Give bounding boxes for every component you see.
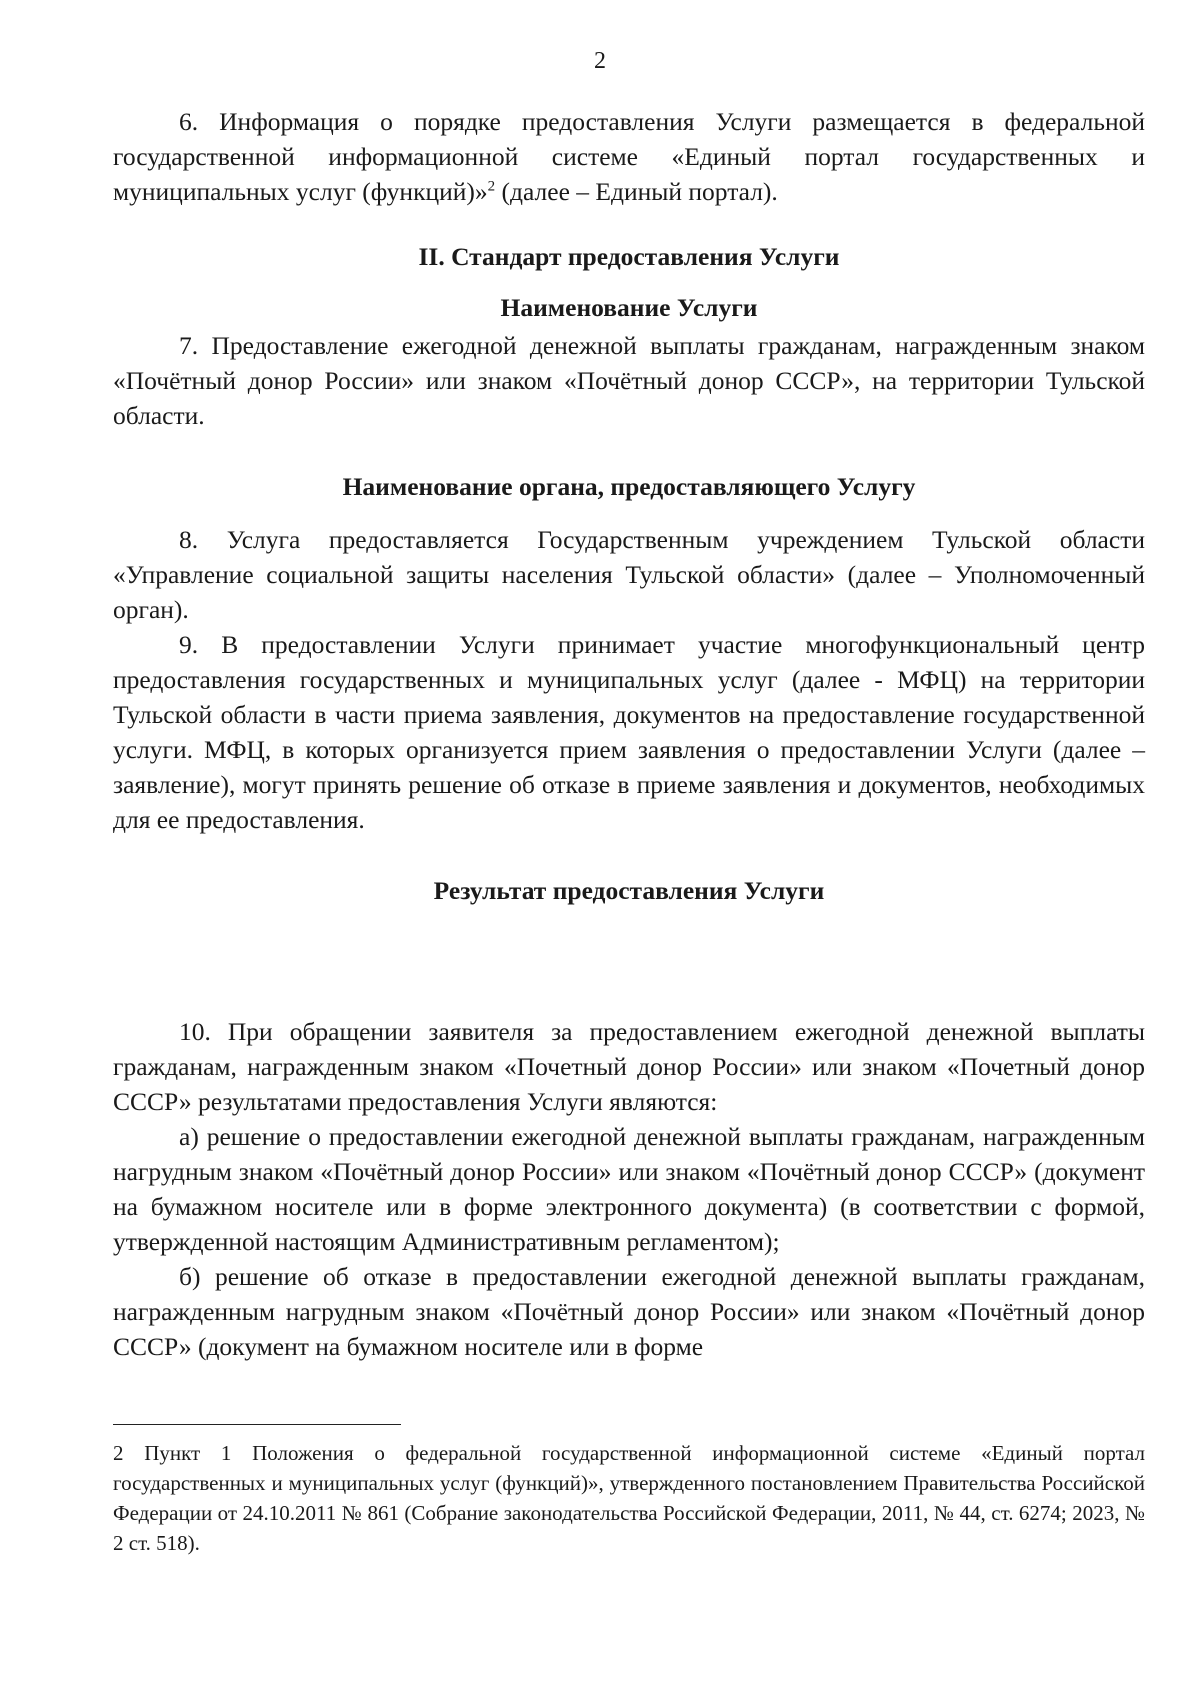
paragraph-10: 10. При обращении заявителя за предоставлением ежегодной денежной выплаты гражданам, награжденным знаком «Почетный донор России» или знаком «Почетный донор СССР» результатами предоставления Услуги являются: xyxy=(113,1017,1145,1116)
footnote-divider xyxy=(113,1424,401,1425)
paragraph-8: 8. Услуга предоставляется Государственным учреждением Тульской области «Управление социальной защиты населения Тульской области» (далее – Уполномоченный орган). xyxy=(113,525,1145,624)
heading-result: Результат предоставления Услуги xyxy=(433,876,825,905)
paragraph-9: 9. В предоставлении Услуги принимает участие многофункциональный центр предоставления государственных и муниципальных услуг (далее - МФЦ) на территории Тульской области в части приема заявления, документов на предоставление государственной услуги. МФЦ, в которых организуется прием заявления о предоставлении Услуги (далее – заявление), могут принять решение об отказе в приеме заявления и документов, необходимых для ее предоставления. xyxy=(113,630,1145,834)
paragraph-6-text: 6. Информация о порядке предоставления Услуги размещается в федеральной государственной информационной системе «Единый портал государственных и муниципальных услуг (функций)» xyxy=(113,107,1145,206)
heading-service-name: Наименование Услуги xyxy=(500,293,758,322)
document-body xyxy=(113,104,1145,1364)
paragraph-6 xyxy=(113,104,1145,209)
footnote: 2 Пункт 1 Положения о федеральной государственной информационной системе «Единый портал государственных и муниципальных услуг (функций)», утвержденного постановлением Правительства Российской Федерации от 24.10.2011 № 861 (Собрание законодательства Российской Федерации, 2011, № 44, ст. 6274; 2023, № 2 ст. 518). xyxy=(113,1441,1145,1555)
item-a: а) решение о предоставлении ежегодной денежной выплаты гражданам, награжденным нагрудным знаком «Почётный донор России» или знаком «Почётный донор СССР» (документ на бумажном носителе или в форме электронного документа) (в соответствии с формой, утвержденной настоящим Административным регламентом); xyxy=(113,1122,1145,1256)
item-b: б) решение об отказе в предоставлении ежегодной денежной выплаты гражданам, награжденным нагрудным знаком «Почётный донор России» или знаком «Почётный донор СССР» (документ на бумажном носителе или в форме xyxy=(113,1262,1145,1361)
paragraph-6-tail: (далее – Единый портал). xyxy=(495,177,778,206)
section-title: II. Стандарт предоставления Услуги xyxy=(418,242,840,271)
footnote-ref[interactable]: 2 xyxy=(487,178,496,195)
paragraph-7: 7. Предоставление ежегодной денежной выплаты гражданам, награжденным знаком «Почётный донор России» или знаком «Почётный донор СССР», на территории Тульской области. xyxy=(113,331,1145,430)
heading-organ: Наименование органа, предоставляющего Услугу xyxy=(342,472,916,501)
page-number: 2 xyxy=(594,48,606,74)
